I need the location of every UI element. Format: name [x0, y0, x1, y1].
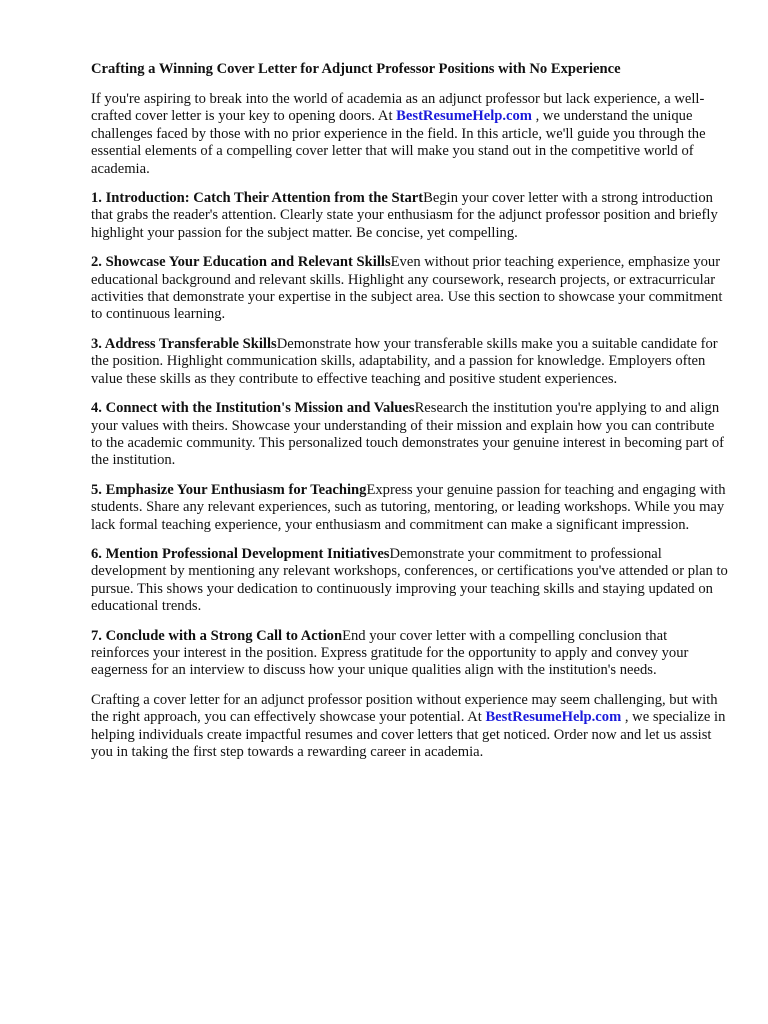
intro-text-before-link: If you're aspiring to break into the world of academia as an adjunct professor but lack experience, a well-crafted cover letter is your key to opening doors. At — [91, 91, 705, 125]
section-text-6: Demonstrate your commitment to professional development by mentioning any relevant workshops, conferences, or certifications you've attended or plan to pursue. This shows your dedication to continuously improving your teaching skills and staying updated on educational trends. — [91, 545, 728, 615]
section-text-2: Even without prior teaching experience, emphasize your educational background and relevant skills. Highlight any coursework, research projects, or extracurricular activities that demonstrate your expertise in the subject area. Use this section to showcase your commitment to continuous learning. — [91, 254, 723, 323]
bestresumehelp-link-intro[interactable]: BestResumeHelp.com — [396, 108, 532, 125]
bestresumehelp-link-closing[interactable]: BestResumeHelp.com — [485, 709, 622, 726]
document-title: Crafting a Winning Cover Letter for Adjunct Professor Positions with No Experience — [91, 61, 621, 77]
section-paragraph-5 — [91, 482, 728, 534]
section-heading-1: 1. Introduction: Catch Their Attention from the Start — [91, 190, 424, 207]
section-heading-4: 4. Connect with the Institution's Mission and Values — [91, 400, 415, 417]
section-heading-7: 7. Conclude with a Strong Call to Action — [91, 627, 343, 644]
section-heading-2: 2. Showcase Your Education and Relevant Skills — [91, 254, 391, 271]
section-text-1: Begin your cover letter with a strong introduction that grabs the reader's attention. Clearly state your enthusiasm for the adjunct professor position and briefly highlight your passion for the subject matter. Be concise, yet compelling. — [91, 190, 718, 241]
section-paragraph-3 — [91, 336, 728, 388]
section-paragraph-6 — [91, 546, 728, 616]
intro-paragraph — [91, 91, 728, 178]
section-paragraph-4 — [91, 400, 728, 470]
section-text-3: Demonstrate how your transferable skills make you a suitable candidate for the position. Highlight communication skills, adaptability, and a passion for knowledge. Employers often value these skills as they contribute to effective teaching and positive student experiences. — [91, 335, 718, 387]
intro-text-after-link: , we understand the unique challenges faced by those with no prior experience in the field. In this article, we'll guide you through the essential elements of a compelling cover letter that will make you stand out in the competitive world of academia. — [91, 108, 706, 177]
section-paragraph-7 — [91, 628, 728, 680]
section-paragraph-2 — [91, 254, 728, 324]
section-heading-6: 6. Mention Professional Development Initiatives — [91, 545, 390, 562]
section-text-5: Express your genuine passion for teaching and engaging with students. Share any relevant experiences, such as tutoring, mentoring, or leading workshops. While you may lack formal teaching experience, your enthusiasm and commitment can make a significant impression. — [91, 481, 726, 533]
section-text-7: End your cover letter with a compelling conclusion that reinforces your interest in the position. Express gratitude for the opportunity to apply and convey your eagerness for an interview to discuss how your unique qualities align with the institution's needs. — [91, 627, 689, 679]
section-paragraph-1 — [91, 190, 728, 242]
section-text-4: Research the institution you're applying to and align your values with theirs. Showcase your understanding of their mission and explain how you can contribute to the academic community. This personalized touch demonstrates your genuine interest in becoming part of the institution. — [91, 400, 725, 469]
closing-text-after-link: , we specialize in helping individuals create impactful resumes and cover letters that get noticed. Order now and let us assist you in taking the first step towards a rewarding career in academia. — [91, 709, 726, 760]
section-heading-5: 5. Emphasize Your Enthusiasm for Teaching — [91, 481, 367, 498]
closing-paragraph — [91, 692, 728, 762]
closing-text-before-link: Crafting a cover letter for an adjunct professor position without experience may seem challenging, but with the right approach, you can effectively showcase your potential. At — [91, 691, 718, 726]
section-heading-3: 3. Address Transferable Skills — [91, 335, 277, 352]
